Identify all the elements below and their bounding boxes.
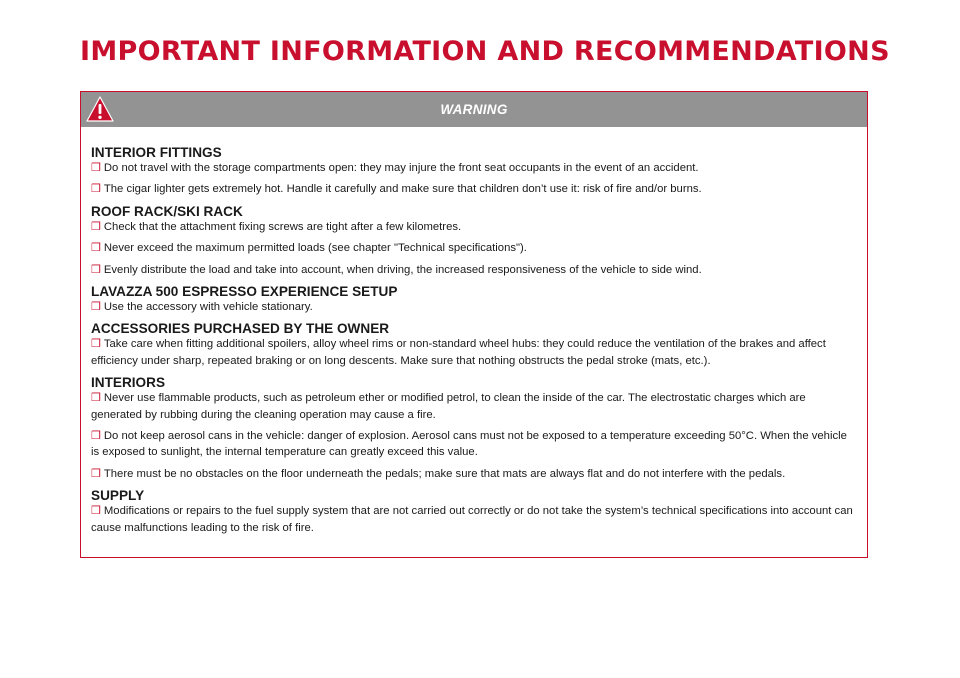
- bullet-icon: ❒: [91, 301, 101, 314]
- page-title: IMPORTANT INFORMATION AND RECOMMENDATIONS: [80, 36, 890, 67]
- bullet-icon: ❒: [91, 392, 101, 405]
- list-item: [91, 219, 857, 235]
- section-title: LAVAZZA 500 ESPRESSO EXPERIENCE SETUP: [91, 284, 398, 300]
- item-text: Use the accessory with vehicle stationary.: [103, 301, 313, 314]
- list-item: [91, 390, 857, 423]
- item-text: There must be no obstacles on the floor underneath the pedals; make sure that mats are always flat and do not interfere with the pedals.: [103, 467, 786, 480]
- section-lavazza-setup: [91, 284, 857, 315]
- list-item: [91, 299, 857, 315]
- item-text: Do not travel with the storage compartments open: they may injure the front seat occupants in the event of an accident.: [103, 162, 699, 174]
- section-title: ROOF RACK/SKI RACK: [91, 203, 243, 219]
- warning-label: WARNING: [440, 102, 508, 117]
- bullet-icon: ❒: [91, 338, 101, 351]
- bullet-icon: ❒: [91, 505, 101, 518]
- bullet-icon: ❒: [91, 263, 101, 276]
- section-interiors: [91, 375, 857, 482]
- item-text: Do not keep aerosol cans in the vehicle: danger of explosion. Aerosol cans must not be exposed to a temperature exceeding 50°C. When the vehicle is exposed to sunlight, the internal temperature can greatly exceed this value.: [91, 430, 847, 459]
- warning-header: [81, 92, 867, 127]
- section-roof-rack: [91, 204, 857, 278]
- warning-box: [80, 91, 868, 558]
- warning-triangle-icon: [85, 95, 115, 123]
- section-interior-fittings: [91, 145, 857, 198]
- bullet-icon: ❒: [91, 242, 101, 255]
- bullet-icon: ❒: [91, 183, 101, 196]
- section-accessories: [91, 321, 857, 369]
- list-item: [91, 160, 857, 176]
- item-text: Never use flammable products, such as petroleum ether or modified petrol, to clean the inside of the car. The electrostatic charges which are generated by rubbing during the cleaning operation may cause a fire.: [91, 392, 806, 421]
- section-title: SUPPLY: [91, 488, 145, 504]
- item-text: Evenly distribute the load and take into account, when driving, the increased responsiveness of the vehicle to side wind.: [103, 263, 702, 276]
- item-text: Never exceed the maximum permitted loads (see chapter "Technical specifications").: [103, 242, 527, 255]
- item-text: Check that the attachment fixing screws are tight after a few kilometres.: [103, 220, 462, 233]
- item-text: The cigar lighter gets extremely hot. Handle it carefully and make sure that children don’t use it: risk of fire and/or burns.: [103, 183, 702, 196]
- item-text: Modifications or repairs to the fuel supply system that are not carried out correctly or do not take the system’s technical specifications into account can cause malfunctions leading to the risk of fire.: [91, 505, 853, 534]
- section-title: ACCESSORIES PURCHASED BY THE OWNER: [91, 321, 390, 337]
- list-item: [91, 181, 857, 197]
- section-title: INTERIOR FITTINGS: [91, 145, 222, 160]
- section-title: INTERIORS: [91, 375, 166, 391]
- list-item: [91, 503, 857, 536]
- section-supply: [91, 488, 857, 536]
- list-item: [91, 466, 857, 482]
- warning-content: [81, 127, 867, 536]
- item-text: Take care when fitting additional spoilers, alloy wheel rims or non-standard wheel hubs: they could reduce the ventilation of the brakes and affect efficiency under sharp, repeated braking or on long descents. Make sure that nothing obstructs the pedal stroke (mats, etc.).: [91, 338, 826, 367]
- bullet-icon: ❒: [91, 430, 101, 443]
- list-item: [91, 336, 857, 369]
- bullet-icon: ❒: [91, 162, 101, 174]
- bullet-icon: ❒: [91, 467, 101, 480]
- list-item: [91, 262, 857, 278]
- list-item: [91, 428, 857, 461]
- list-item: [91, 240, 857, 256]
- bullet-icon: ❒: [91, 220, 101, 233]
